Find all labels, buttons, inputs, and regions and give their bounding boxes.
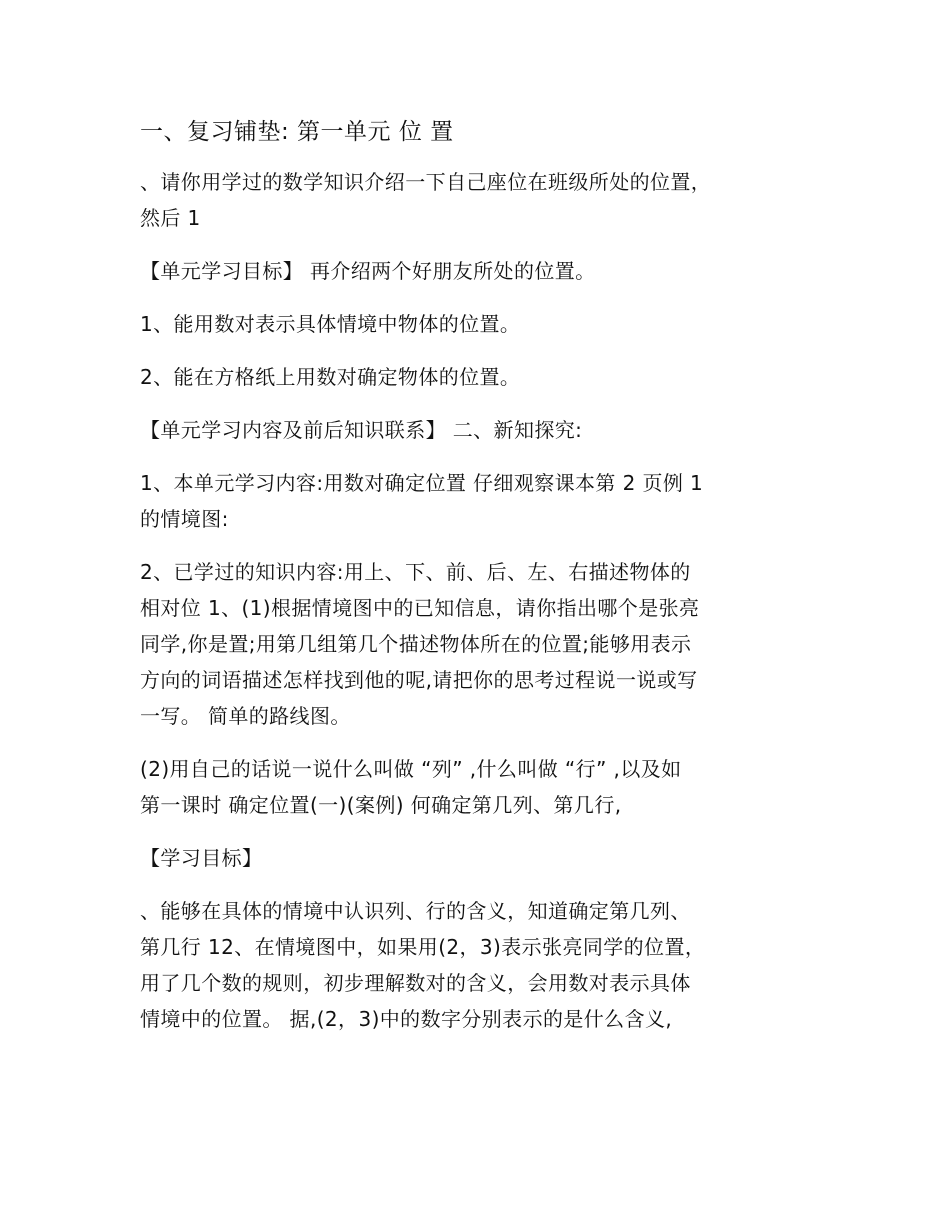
paragraph-3	[140, 306, 820, 342]
paragraph-line: 然后 1	[140, 206, 201, 230]
paragraph-line: 2、已学过的知识内容:用上、下、前、后、左、右描述物体的	[140, 560, 691, 584]
paragraph-line: 、能够在具体的情境中认识列、行的含义，知道确定第几列、	[140, 899, 691, 923]
paragraph-line: 情境中的位置。 据,(2，3)中的数字分别表示的是什么含义,	[140, 1007, 673, 1031]
paragraph-5	[140, 412, 820, 448]
paragraph-4	[140, 359, 820, 395]
paragraph-line: 第几行 12、在情境图中，如果用(2，3)表示张亮同学的位置，	[140, 935, 706, 959]
document-body	[140, 112, 820, 1054]
paragraph-line: 1、本单元学习内容:用数对确定位置 仔细观察课本第 2 页例 1	[140, 471, 704, 495]
paragraph-7	[140, 554, 820, 734]
paragraph-line: 一写。 简单的路线图。	[140, 704, 351, 728]
paragraph-line: 、请你用学过的数学知识介绍一下自己座位在班级所处的位置，	[140, 170, 712, 194]
paragraph-2	[140, 253, 820, 289]
paragraph-9	[140, 840, 820, 876]
paragraph-line: 相对位 1、(1)根据情境图中的已知信息，请你指出哪个是张亮	[140, 596, 700, 620]
section-heading: 一、复习铺垫: 第一单元 位 置	[140, 119, 454, 145]
paragraph-6	[140, 465, 820, 537]
paragraph-line: 1、能用数对表示具体情境中物体的位置。	[140, 312, 521, 336]
paragraph-8	[140, 751, 820, 823]
paragraph-10	[140, 893, 820, 1037]
paragraph-line: 【单元学习目标】 再介绍两个好朋友所处的位置。	[140, 259, 596, 283]
paragraph-line: (2)用自己的话说一说什么叫做 “列” ,什么叫做 “行” ,以及如	[140, 757, 682, 781]
paragraph-line: 用了几个数的规则，初步理解数对的含义，会用数对表示具体	[140, 971, 691, 995]
paragraph-line: 方向的词语描述怎样找到他的呢,请把你的思考过程说一说或写	[140, 668, 698, 692]
paragraph-line: 同学,你是置;用第几组第几个描述物体所在的位置;能够用表示	[140, 632, 692, 656]
paragraph-line: 2、能在方格纸上用数对确定物体的位置。	[140, 365, 521, 389]
paragraph-line: 第一课时 确定位置(一)(案例) 何确定第几列、第几行,	[140, 793, 622, 817]
paragraph-1	[140, 164, 820, 236]
paragraph-line: 【学习目标】	[140, 846, 263, 870]
paragraph-line: 【单元学习内容及前后知识联系】 二、新知探究:	[140, 418, 583, 442]
paragraph-line: 的情境图:	[140, 507, 229, 531]
